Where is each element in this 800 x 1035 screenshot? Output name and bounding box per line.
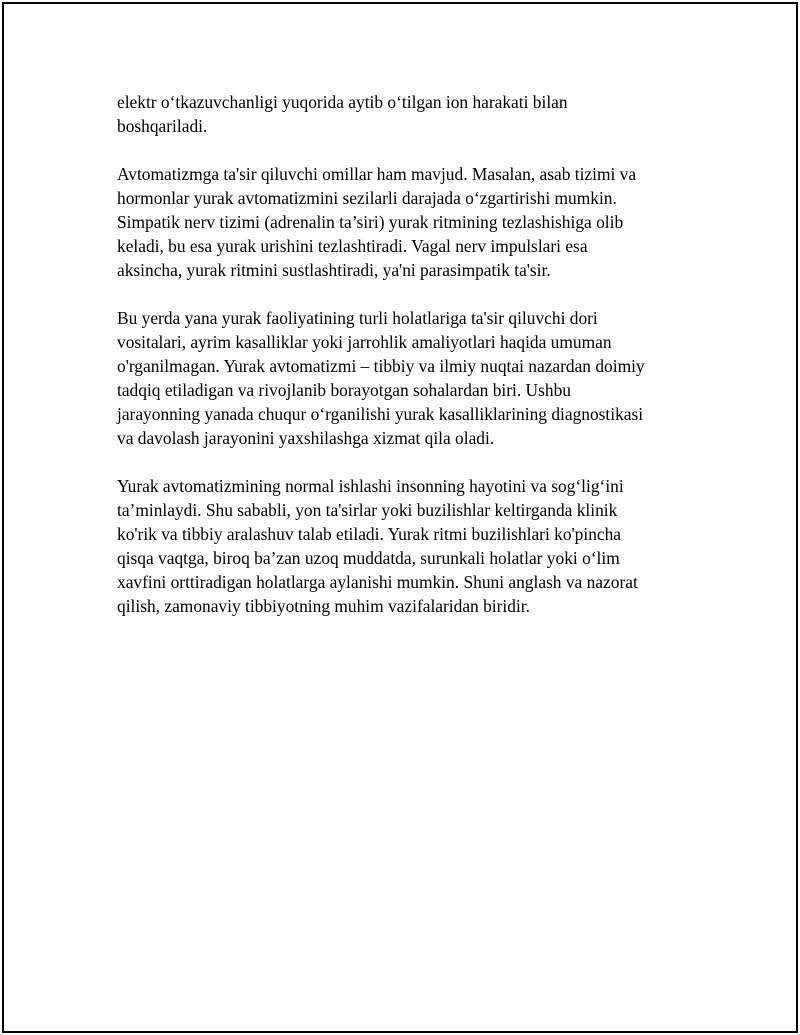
paragraph-1: elektr o‘tkazuvchanligi yuqorida aytib o‘tilgan ion harakati bilan boshqariladi. [117,92,568,136]
paragraph-2: Avtomatizmga ta'sir qiluvchi omillar ham mavjud. Masalan, asab tizimi va hormonlar yurak avtomatizmini sezilarli darajada o‘zgartirishi mumkin. Simpatik nerv tizimi (adrenalin ta’siri) yurak ritmining tezlashishiga olib keladi, bu esa yurak urishini tezlashtiradi. Vagal nerv impulslari esa aksincha, yurak ritmini sustlashtiradi, ya'ni parasimpatik ta'sir. [117,164,637,280]
paragraph-3: Bu yerda yana yurak faoliyatining turli holatlariga ta'sir qiluvchi dori vositalari, ayrim kasalliklar yoki jarrohlik amaliyotlari haqida umuman o'rganilmagan. Yurak avtomatizmi – tibbiy va ilmiy nuqtai nazardan doimiy tadqiq etiladigan va rivojlanib borayotgan sohalardan biri. Ushbu jarayonning yanada chuqur o‘rganilishi yurak kasalliklarining diagnostikasi va davolash jarayonini yaxshilashga xizmat qila oladi. [117,308,645,448]
paragraph-4: Yurak avtomatizmining normal ishlashi insonning hayotini va sog‘lig‘ini ta’minlaydi. Shu sababli, yon ta'sirlar yoki buzilishlar keltirganda klinik ko'rik va tibbiy aralashuv talab etiladi. Yurak ritmi buzilishlari ko'pincha qisqa vaqtga, biroq ba’zan uzoq muddatda, surunkali holatlar yoki o‘lim xavfini orttiradigan holatlarga aylanishi mumkin. Shuni anglash va nazorat qilish, zamonaviy tibbiyotning muhim vazifalaridan biridir. [117,476,638,616]
document-body [117,90,687,642]
